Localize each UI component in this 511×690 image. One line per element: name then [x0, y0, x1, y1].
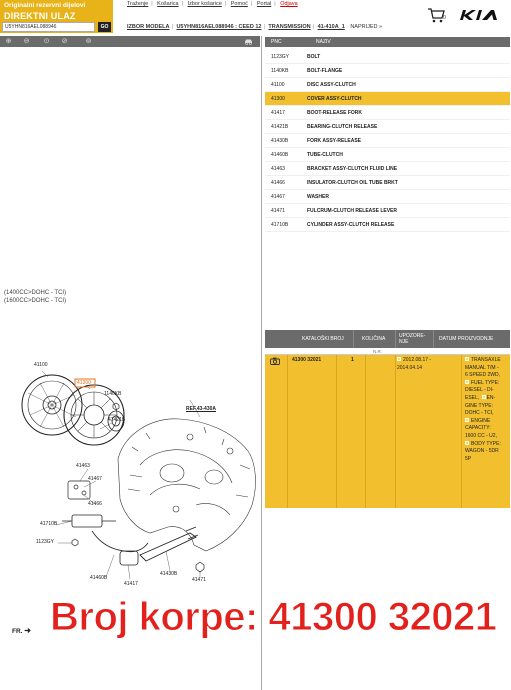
catalog-number[interactable]: 41300 32021 — [292, 357, 322, 363]
header-divider — [433, 330, 434, 348]
callout-ref[interactable]: REF.43-430A — [186, 406, 217, 412]
cell-divider — [287, 355, 288, 508]
zoom-out-icon[interactable]: ⊖ — [23, 38, 30, 45]
callout-41430b[interactable]: 41430B — [160, 571, 178, 577]
date-header: DATUM PROIZVODNJE — [439, 336, 494, 342]
table-row-selected[interactable] — [265, 92, 510, 106]
table-row[interactable] — [265, 120, 510, 134]
checkbox-icon — [465, 418, 469, 422]
note-text: FUEL TYPE: — [471, 379, 500, 386]
detail-table — [265, 330, 510, 462]
detail-row-selected[interactable] — [265, 355, 510, 508]
kia-logo — [458, 8, 504, 22]
cell-divider — [461, 355, 462, 508]
note-line: DOHC - TCI, — [465, 410, 494, 417]
note-line: 6 SPEED 2WD, — [465, 372, 501, 379]
cart-number-banner: Broj korpe: 41300 32021 — [50, 595, 497, 639]
callout-1140kb[interactable]: 1140KB — [104, 391, 122, 397]
date-start-text: 2012.08.17 - — [403, 357, 432, 363]
zoom-in-icon[interactable]: ⊕ — [5, 38, 12, 45]
camera-icon[interactable] — [270, 357, 280, 365]
breadcrumb-group[interactable]: TRANSMISSION — [268, 24, 311, 30]
nav-sep: | — [250, 1, 253, 7]
name-header: NAZIV — [316, 39, 331, 45]
panel-divider — [261, 36, 262, 690]
nav-portal[interactable]: Portal — [256, 1, 272, 7]
note-line: 1600 CC - U2, — [465, 432, 497, 439]
row-name: INSULATOR-CLUTCH OIL TUBE BRKT — [307, 180, 398, 186]
note-line: CAPACITY: — [465, 425, 491, 432]
breadcrumb-sep: | — [171, 24, 173, 30]
table-row[interactable] — [265, 162, 510, 176]
checkbox-icon — [397, 357, 401, 361]
row-pnc: 41421B — [271, 124, 289, 130]
engine-notes — [4, 289, 66, 305]
date-start — [397, 357, 431, 365]
callout-41463[interactable]: 41463 — [76, 463, 90, 469]
note-text: BODY TYPE: — [471, 440, 501, 447]
breadcrumb-sep: | — [263, 24, 265, 30]
release-fork — [140, 527, 198, 561]
table-row[interactable] — [265, 78, 510, 92]
nr-label: N.R. — [373, 349, 382, 354]
parts-table-body — [265, 50, 510, 232]
note-line: GINE TYPE: — [465, 402, 493, 409]
callout-41100[interactable]: 41100 — [34, 362, 48, 368]
note-line — [465, 357, 509, 365]
row-pnc: 41300 — [271, 96, 285, 102]
note-text: EN- — [486, 394, 496, 401]
table-row[interactable] — [265, 64, 510, 78]
row-pnc: 41466 — [271, 180, 285, 186]
breadcrumb-sep: | — [312, 24, 315, 30]
warning-header: UPOZORE-NJE — [399, 333, 426, 345]
row-pnc: 1140KB — [271, 68, 289, 74]
row-pnc: 41710B — [271, 222, 289, 228]
table-row[interactable] — [265, 106, 510, 120]
callout-41467[interactable]: 41467 — [88, 476, 102, 482]
nav-pomoc[interactable]: Pomoć — [230, 1, 248, 7]
note-line: MANUAL T/M - — [465, 364, 499, 371]
arrow-icon: ➜ — [24, 626, 31, 635]
callout-41460b[interactable]: 41460B — [90, 575, 108, 581]
callout-41466[interactable]: 41466 — [88, 501, 102, 507]
row-name: DISC ASSY-CLUTCH — [307, 82, 356, 88]
row-name: CYLINDER ASSY-CLUTCH RELEASE — [307, 222, 395, 228]
note-line — [465, 441, 509, 449]
table-row[interactable] — [265, 190, 510, 204]
note-text: ENGINE — [471, 417, 491, 424]
zoom-width-icon[interactable]: ⊘ — [61, 38, 68, 45]
row-name: FULCRUM-CLUTCH RELEASE LEVER — [307, 208, 397, 214]
car-icon[interactable] — [244, 37, 253, 46]
callout-41471[interactable]: 41471 — [192, 577, 206, 583]
header-panel — [0, 0, 113, 33]
note-line — [465, 380, 509, 388]
row-name: BOOT-RELEASE FORK — [307, 110, 363, 116]
nav-kosarica[interactable]: Košarica — [157, 1, 179, 7]
breadcrumb-illustration[interactable]: 41-410A_1 — [317, 24, 345, 30]
row-pnc: 1123GY — [271, 54, 289, 60]
engine-note: (1600CC>DOHC - TCI) — [4, 298, 67, 304]
go-button[interactable]: GO — [98, 22, 111, 32]
zoom-fit-icon[interactable]: ⊙ — [43, 38, 50, 45]
nav-sep: | — [224, 1, 227, 7]
breadcrumb-vin[interactable]: U5YHN816AEL088946 : CEED 12 — [176, 24, 262, 30]
diagram-toolbar — [0, 36, 260, 47]
row-name: BRACKET ASSY-CLUTCH FLUID LINE — [307, 166, 398, 172]
nav-sep: | — [274, 1, 276, 7]
row-name: BEARING-CLUTCH RELEASE — [307, 124, 378, 130]
next-link[interactable]: NAPRIJED » — [350, 24, 383, 30]
callout-41421b[interactable]: 41421B — [108, 417, 126, 423]
callout-1123gy[interactable]: 1123GY — [36, 539, 54, 545]
row-name: BOLT — [307, 54, 321, 60]
table-row[interactable] — [265, 176, 510, 190]
row-pnc: 41467 — [271, 194, 285, 200]
clutch-tube — [92, 531, 148, 552]
note-line — [465, 418, 509, 426]
note-line: DIESEL - DI- — [465, 387, 494, 394]
checkbox-icon — [465, 380, 469, 384]
row-name: COVER ASSY-CLUTCH — [307, 96, 362, 102]
table-row[interactable] — [265, 204, 510, 218]
quantity: 1 — [351, 357, 354, 363]
row-pnc: 41471 — [271, 208, 285, 214]
row-name: WASHER — [307, 194, 329, 200]
top-nav — [127, 1, 298, 7]
note-line: 5P — [465, 455, 472, 462]
zoom-reset-icon[interactable]: ⊚ — [85, 38, 92, 45]
nav-sep: | — [181, 1, 184, 7]
breadcrumb-model[interactable]: IZBOR MODELA — [127, 24, 170, 30]
note-text: TRANSAXLE — [471, 357, 501, 363]
table-row[interactable] — [265, 134, 510, 148]
header-divider — [395, 330, 396, 348]
parts-table-header — [265, 37, 510, 47]
row-pnc: 41430B — [271, 138, 289, 144]
nav-sep: | — [151, 1, 153, 7]
callout-41300[interactable]: 41300 — [77, 380, 91, 386]
date-range — [397, 357, 431, 372]
checkbox-icon — [482, 395, 486, 399]
front-label: FR. — [12, 628, 23, 635]
row-pnc: 41100 — [271, 82, 285, 88]
row-name: FORK ASSY-RELEASE — [307, 138, 361, 144]
front-indicator — [12, 626, 31, 635]
qty-header: KOLIČINA — [362, 336, 386, 342]
cell-divider — [395, 355, 396, 508]
parts-diagram[interactable] — [0, 355, 260, 595]
row-pnc: 41417 — [271, 110, 285, 116]
checkbox-icon — [465, 441, 469, 445]
table-row[interactable] — [265, 50, 510, 64]
cell-divider — [336, 355, 337, 508]
nav-izbor-kosarice[interactable]: Izbor košarice — [187, 1, 222, 7]
fulcrum — [196, 562, 204, 572]
checkbox-icon — [465, 357, 469, 361]
tube-bracket — [68, 481, 90, 499]
header-divider — [353, 330, 354, 348]
row-name: TUBE-CLUTCH — [307, 152, 343, 158]
note-line — [465, 395, 509, 403]
breadcrumb — [127, 24, 382, 30]
vin-input[interactable] — [2, 22, 95, 32]
engine-note: (1400CC>DOHC - TCI) — [4, 290, 67, 296]
nav-trazenje[interactable]: Traženje — [127, 1, 149, 7]
catalog-header: KATALOŠKI BROJ — [302, 336, 344, 342]
parts-diagram-drawing — [0, 355, 260, 595]
bolt — [72, 539, 78, 546]
detail-subheader — [265, 348, 510, 355]
parts-table — [265, 37, 510, 232]
callout-41710b[interactable]: 41710B — [40, 521, 58, 527]
cell-divider — [365, 355, 366, 508]
header-subtitle: Originalni rezervni dijelovi — [4, 2, 86, 9]
date-end: 2014.04.14 — [397, 364, 423, 371]
cart-count: 0 — [443, 15, 446, 21]
table-row[interactable] — [265, 148, 510, 162]
detail-table-header — [265, 330, 510, 348]
row-name: BOLT-FLANGE — [307, 68, 343, 74]
release-cylinder — [62, 515, 116, 527]
logout-link[interactable]: Odjava — [280, 1, 298, 7]
callout-41417[interactable]: 41417 — [124, 581, 138, 587]
pnc-header: PNC — [271, 39, 282, 45]
row-pnc: 41460B — [271, 152, 289, 158]
note-line: WAGON - 5DR — [465, 448, 499, 455]
header-title: DIREKTNI ULAZ — [4, 11, 76, 21]
row-pnc: 41463 — [271, 166, 285, 172]
table-row[interactable] — [265, 218, 510, 232]
release-boot — [120, 551, 138, 565]
note-text: ESEL, — [465, 394, 480, 401]
fitment-notes — [465, 357, 509, 463]
